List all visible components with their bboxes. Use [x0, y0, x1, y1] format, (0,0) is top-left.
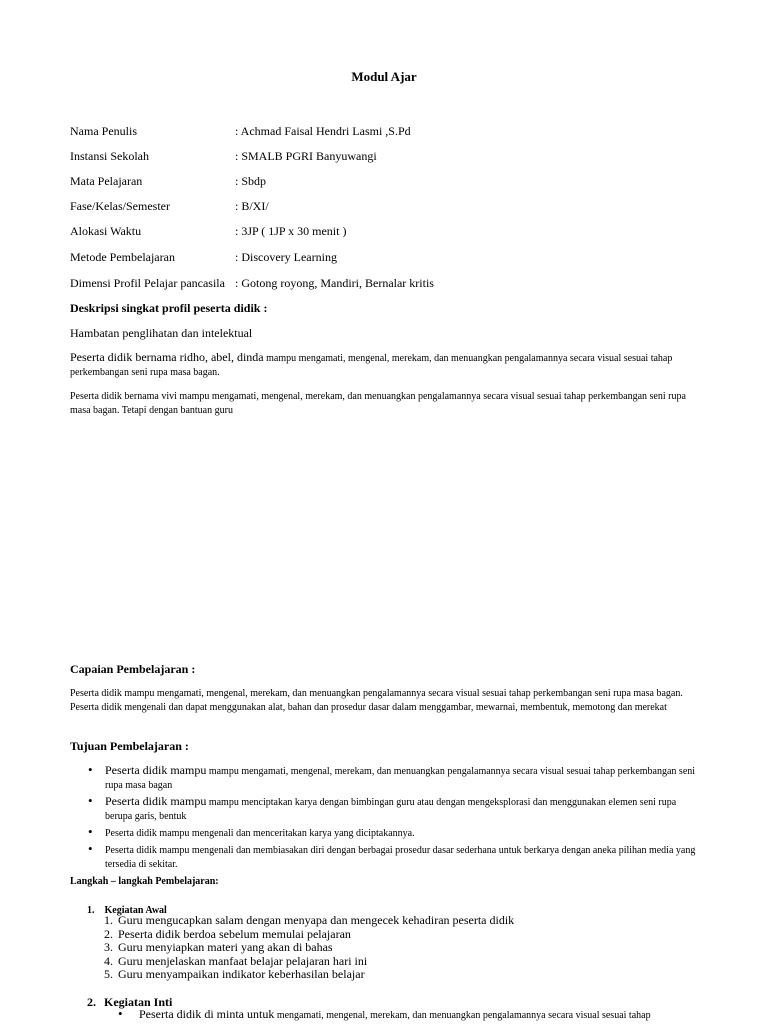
capaian-text: Peserta didik mampu mengamati, mengenal, merekam, dan menuangkan pengalamannya secara visual sesuai tahap perkembangan seni rupa masa bagan. Peserta didik mengenali dan dapat menggunakan alat, bahan dan prosedur dasar dalam menggambar, mewarnai, membentuk, memotong dan merekat: [70, 688, 683, 713]
list-item: [104, 968, 514, 982]
identity-label: Nama Penulis: [70, 124, 137, 138]
hambatan-text: Hambatan penglihatan dan intelektual: [70, 326, 253, 340]
identity-value: : Sbdp: [235, 174, 267, 188]
deskripsi-paragraph-1-lead: Peserta didik bernama ridho, abel, dinda: [70, 350, 264, 364]
step-number: 4.: [104, 953, 113, 968]
identity-label: Metode Pembelajaran: [70, 250, 175, 264]
list-item: [104, 914, 514, 928]
identity-value: : 3JP ( 1JP x 30 menit ): [235, 224, 347, 238]
langkah-heading: Langkah – langkah Pembelajaran:: [70, 876, 219, 887]
deskripsi-paragraph-1: [70, 350, 700, 380]
deskripsi-paragraph-2: Peserta didik bernama vivi mampu mengamati, mengenal, merekam, dan menuangkan pengalamannya secara visual sesuai tahap perkembangan seni rupa masa bagan. Tetapi dengan bantuan guru: [70, 391, 686, 416]
list-item: [88, 794, 698, 824]
kegiatan-inti-item-lead: Peserta didik di minta untuk: [139, 1007, 275, 1021]
kegiatan-inti-title: Kegiatan Inti: [104, 995, 173, 1009]
document-title: Modul Ajar: [351, 69, 417, 84]
kegiatan-awal-steps: [104, 914, 514, 982]
identity-label: Alokasi Waktu: [70, 224, 142, 238]
step-text: Peserta didik berdoa sebelum memulai pelajaran: [118, 926, 351, 941]
list-item: [104, 928, 514, 942]
identity-value: : Discovery Learning: [235, 250, 337, 264]
list-item: [88, 825, 698, 841]
step-text: Guru menyiapkan materi yang akan di bahas: [118, 940, 333, 954]
list-item: [104, 955, 514, 969]
tujuan-list: [88, 763, 698, 873]
list-item-lead: Peserta didik mampu: [105, 763, 207, 777]
kegiatan-inti-item: [120, 1007, 698, 1023]
kegiatan-awal-number: 1.: [87, 905, 95, 916]
identity-label: Instansi Sekolah: [70, 149, 149, 163]
kegiatan-inti-number: 2.: [87, 995, 96, 1009]
identity-value: : B/XI/: [235, 199, 269, 213]
kegiatan-inti-item-text: mengamati, mengenal, merekam, dan menuangkan pengalamannya secara visual sesuai tahap: [274, 1010, 651, 1021]
step-number: 1.: [104, 913, 113, 927]
deskripsi-heading: Deskripsi singkat profil peserta didik :: [70, 301, 268, 315]
tujuan-heading: Tujuan Pembelajaran :: [70, 739, 189, 753]
identity-value: : Achmad Faisal Hendri Lasmi ,S.Pd: [235, 124, 411, 138]
identity-label: Dimensi Profil Pelajar pancasila: [70, 276, 225, 290]
step-number: 3.: [104, 940, 113, 954]
kegiatan-awal-title: Kegiatan Awal: [104, 905, 167, 916]
identity-label: Mata Pelajaran: [70, 174, 143, 188]
list-item: [88, 842, 698, 872]
step-number: 2.: [104, 926, 113, 941]
step-text: Guru menyampaikan indikator keberhasilan belajar: [118, 967, 365, 981]
list-item: [88, 763, 698, 793]
list-item-text: mampu mengamati, mengenal, merekam, dan menuangkan pengalamannya secara visual sesuai tahap perkembangan seni rupa masa bagan: [105, 766, 696, 791]
list-item: [104, 941, 514, 955]
step-number: 5.: [104, 967, 113, 981]
step-text: Guru mengucapkan salam dengan menyapa dan mengecek kehadiran peserta didik: [118, 913, 515, 927]
identity-value: : Gotong royong, Mandiri, Bernalar kritis: [235, 276, 434, 290]
list-item-lead: Peserta didik mampu: [105, 794, 207, 808]
capaian-heading: Capaian Pembelajaran :: [70, 662, 196, 676]
list-item-text: Peserta didik mampu mengenali dan menceritakan karya yang diciptakannya.: [105, 828, 415, 839]
step-text: Guru menjelaskan manfaat belajar pelajaran hari ini: [118, 953, 368, 968]
list-item-text: Peserta didik mampu mengenali dan membiasakan diri dengan berbagai prosedur dasar sederhana untuk berkarya dengan aneka pilihan media yang tersedia di sekitar.: [105, 845, 696, 870]
identity-label: Fase/Kelas/Semester: [70, 199, 170, 213]
list-item-text: mampu menciptakan karya dengan bimbingan guru atau dengan mengeksplorasi dan menggunakan elemen seni rupa berupa garis, bentuk: [105, 797, 677, 822]
identity-value: : SMALB PGRI Banyuwangi: [235, 149, 377, 163]
deskripsi-paragraph-1-rest: mampu mengamati, mengenal, merekam, dan menuangkan pengalamannya secara visual sesuai tahap perkembangan seni rupa masa bagan.: [70, 353, 673, 378]
